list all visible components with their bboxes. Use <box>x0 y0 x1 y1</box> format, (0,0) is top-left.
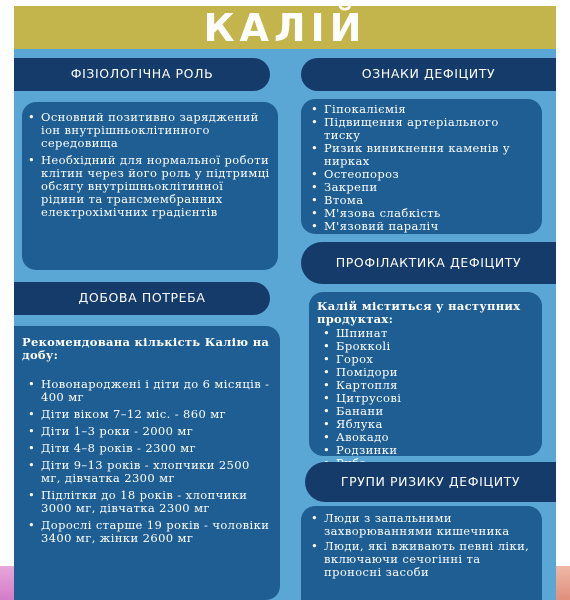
list-item: • Дорослі старше 19 років - чоловіки 3400 мг, жінки 2600 мг <box>28 519 270 545</box>
list-item: • М'язова слабкість <box>311 207 536 220</box>
risk-groups-card <box>301 506 542 600</box>
list-item: • М'язовий параліч <box>311 220 536 233</box>
prevention-card <box>309 292 542 456</box>
list-item: • Необхідний для нормальної роботи клітин через його роль у підтримці обсягу внутрішньоклітинної рідини та трансмембранних електрохімічних градієнтів <box>28 154 270 219</box>
deficiency-signs-list <box>311 103 536 233</box>
list-item: • Діти віком 7–12 міс. - 860 мг <box>28 408 270 421</box>
title-banner <box>14 6 556 49</box>
list-item: • Броккolі <box>323 340 536 353</box>
list-item: • Банани <box>323 405 536 418</box>
list-item: • Люди, які вживають певні ліки, включаючи сечогінні та проносні засоби <box>311 540 536 579</box>
list-item: • Новонароджені і діти до 6 місяців - 400 мг <box>28 378 270 404</box>
list-item: • Діти 9–13 років - хлопчики 2500 мг, дівчатка 2300 мг <box>28 459 270 485</box>
page-title: КАЛІЙ <box>203 6 367 50</box>
prevention-list <box>317 327 536 470</box>
physiological-role-heading-text: ФІЗІОЛОГІЧНА РОЛЬ <box>70 66 214 82</box>
list-item: • Закрепи <box>311 181 536 194</box>
risk-groups-heading <box>305 462 556 502</box>
list-item: • Основний позитивно заряджений іон внутрішньоклітинного середовища <box>28 111 270 150</box>
daily-need-list <box>22 378 270 545</box>
list-item: • Остеопороз <box>311 168 536 181</box>
list-item: • Родзинки <box>323 444 536 457</box>
list-item: • Яблука <box>323 418 536 431</box>
daily-need-intro: Рекомендована кількість Калію на добу: <box>22 335 270 362</box>
list-item: • Шпинат <box>323 327 536 340</box>
daily-need-heading <box>14 282 270 315</box>
prevention-heading-text: ПРОФІЛАКТИКА ДЕФІЦИТУ <box>335 254 522 270</box>
risk-groups-list <box>311 512 536 579</box>
list-item: • Підвищення артеріального тиску <box>311 116 536 142</box>
list-item: • Горох <box>323 353 536 366</box>
risk-groups-heading-text: ГРУПИ РИЗИКУ ДЕФІЦИТУ <box>340 473 521 489</box>
decorative-strip-right <box>556 566 570 600</box>
decorative-strip-left <box>0 566 14 600</box>
list-item: • Авокадо <box>323 431 536 444</box>
deficiency-signs-heading <box>301 58 556 91</box>
daily-need-card <box>14 326 280 600</box>
list-item: • Люди з запальними захворюваннями кишечника <box>311 512 536 538</box>
list-item: • Помідори <box>323 366 536 379</box>
physiological-role-list <box>28 111 270 219</box>
deficiency-signs-heading-text: ОЗНАКИ ДЕФІЦИТУ <box>361 66 496 82</box>
list-item: • Картопля <box>323 379 536 392</box>
list-item: • Підлітки до 18 років - хлопчики 3000 мг, дівчатка 2300 мг <box>28 489 270 515</box>
list-item: • Цитрусові <box>323 392 536 405</box>
physiological-role-heading <box>14 58 270 91</box>
daily-need-heading-text: ДОБОВА ПОТРЕБА <box>78 290 206 306</box>
deficiency-signs-card <box>301 99 542 234</box>
list-item: • Гіпокаліємія <box>311 103 536 116</box>
list-item: • Діти 4–8 років - 2300 мг <box>28 442 270 455</box>
list-item: • Втома <box>311 194 536 207</box>
prevention-heading <box>301 242 556 284</box>
prevention-intro: Калій міститься у наступних продуктах: <box>317 299 521 326</box>
list-item: • Діти 1–3 роки - 2000 мг <box>28 425 270 438</box>
infographic-poster <box>14 6 556 600</box>
physiological-role-card <box>22 102 278 270</box>
list-item: • Ризик виникнення каменів у нирках <box>311 142 536 168</box>
